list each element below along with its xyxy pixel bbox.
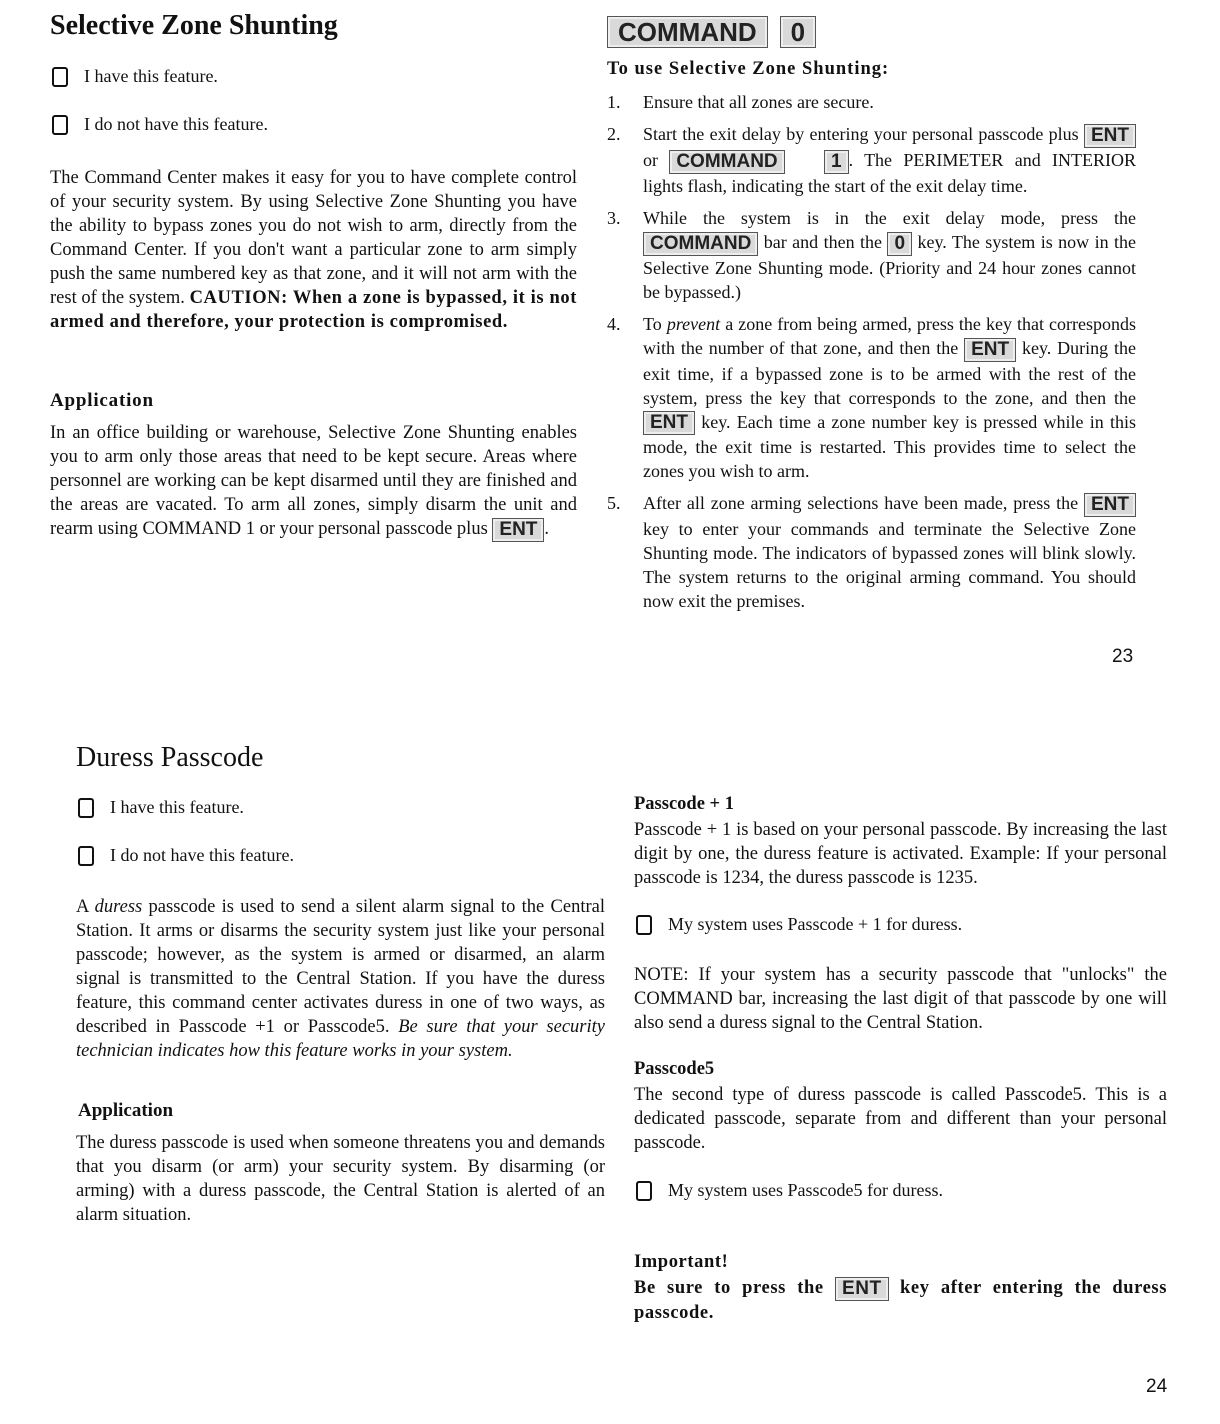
list-item [607, 90, 1136, 114]
one-key: 1 [824, 150, 849, 174]
important-text [634, 1276, 1167, 1325]
checkbox-label: I do not have this feature. [110, 845, 294, 865]
application-tail: . [544, 519, 550, 539]
important-a: Be sure to press the [634, 1278, 824, 1298]
ent-key: ENT [1084, 493, 1136, 517]
intro-italic: Be sure that your security technician indicates how this feature works in your system. [76, 1017, 605, 1061]
command-key: COMMAND [607, 16, 768, 48]
application-heading: Application [78, 1100, 174, 1121]
selective-zone-shunting-title: Selective Zone Shunting [50, 10, 338, 41]
application-body: In an office building or warehouse, Selective Zone Shunting enables you to arm only those areas that need to be kept secure. Areas where personnel are working can be kept disarmed until they are finished and the areas are vacated. To arm all zones, simply disarm the unit and rearm using COMMAND 1 or your personal passcode plus [50, 423, 577, 539]
page-number-24: 24 [1146, 1376, 1168, 1397]
not-have-feature-checkbox-row[interactable] [78, 845, 294, 866]
passcode-plus-one-heading: Passcode + 1 [634, 794, 734, 814]
checkbox-label: I have this feature. [84, 66, 218, 86]
zero-key: 0 [887, 232, 912, 256]
list-item [607, 206, 1136, 304]
step-text [643, 122, 1136, 198]
passcode5-checkbox-row[interactable] [636, 1180, 943, 1201]
instructions-heading: To use Selective Zone Shunting: [607, 59, 890, 79]
ent-key: ENT [964, 338, 1016, 362]
step5-part-a: After all zone arming selections have been made, press the [643, 493, 1079, 514]
checkbox[interactable] [52, 67, 68, 87]
intro-b: passcode is used to send a silent alarm signal to the Central Station. It arms or disarms the security system just like your personal passcode; however, as the system is armed or disarmed, an alarm signal is transmitted to the Central Station. If you have the duress feature, this command center activates duress in one of two ways, as described in Passcode +1 or Passcode5. [76, 897, 605, 1037]
step4-part-c: key. During the exit time, if a bypassed zone is to be armed with the rest of the system, press the key that corresponds to the zone, and then the [643, 337, 1136, 408]
application-heading: Application [50, 390, 154, 411]
step-text [643, 206, 1136, 304]
checkbox-label: I have this feature. [110, 797, 244, 817]
checkbox[interactable] [78, 798, 94, 818]
checkbox[interactable] [636, 915, 652, 935]
step-number: 2. [607, 124, 621, 144]
command-key: COMMAND [669, 150, 784, 174]
step2-part-a: Start the exit delay by entering your personal passcode plus [643, 124, 1079, 144]
duress-passcode-title: Duress Passcode [76, 742, 264, 773]
checkbox[interactable] [78, 846, 94, 866]
intro-text: The Command Center makes it easy for you to have complete control of your security system. By using Selective Zone Shunting you have the ability to bypass zones you do not wish to arm, directly from the Command Center. If you don't want a particular zone to arm simply push the same numbered key as that zone, and it will not arm with the rest of the system. [50, 168, 577, 308]
step-text: Ensure that all zones are secure. [643, 92, 874, 112]
zone-shunting-intro [50, 166, 577, 334]
step3-part-b: bar and then the [763, 231, 883, 252]
important-heading: Important! [634, 1252, 729, 1272]
step4-part-d: key. Each time a zone number key is pressed while in this mode, the exit time is restarted. This provides time to select the zones you wish to arm. [643, 411, 1136, 482]
step3-part-c: key. The system is now in the Selective Zone Shunting mode. (Priority and 24 hour zones cannot be bypassed.) [643, 231, 1137, 302]
checkbox[interactable] [52, 115, 68, 135]
passcode5-heading: Passcode5 [634, 1059, 715, 1079]
list-item [607, 122, 1136, 198]
have-feature-checkbox-row[interactable] [78, 797, 244, 818]
step-text [643, 491, 1136, 613]
step2-or: or [643, 149, 658, 170]
page-number-23: 23 [1112, 646, 1134, 667]
application-text: The duress passcode is used when someone threatens you and demands that you disarm (or arm) your security system. By disarming (or arming) with a duress passcode, the Central Station is alerted of an alarm situation. [76, 1133, 605, 1225]
intro-duress: duress [94, 897, 143, 917]
checkbox[interactable] [636, 1181, 652, 1201]
step-number: 5. [607, 493, 621, 514]
have-feature-checkbox-row[interactable] [52, 66, 218, 87]
note-label: NOTE: [634, 965, 689, 985]
step-number: 1. [607, 92, 621, 112]
ent-key: ENT [835, 1277, 889, 1301]
step4-part-b: a zone from being armed, press the key that corresponds with the number of that zone, and then the [643, 313, 1137, 358]
step4-part-a: To [643, 313, 662, 334]
step-number: 4. [607, 313, 621, 334]
list-item [607, 312, 1136, 484]
checkbox-label: I do not have this feature. [84, 114, 268, 134]
duress-intro [76, 895, 605, 1063]
ent-key: ENT [1084, 124, 1136, 148]
ent-key: ENT [643, 411, 695, 435]
command-zero-keys [607, 16, 816, 48]
step-text [643, 312, 1136, 484]
step-number: 3. [607, 207, 621, 228]
passcode-plus-one-text: Passcode + 1 is based on your personal passcode. By increasing the last digit by one, the duress feature is activated. Example: If your personal passcode is 1234, the duress passcode is 1235. [634, 820, 1167, 888]
ent-key: ENT [492, 518, 544, 542]
step3-part-a: While the system is in the exit delay mode, press the [643, 207, 1136, 228]
note-paragraph [634, 963, 1167, 1035]
application-text [50, 421, 577, 542]
important-b: key after entering the duress passcode. [634, 1278, 1168, 1323]
caution-text: CAUTION: When a zone is bypassed, it is not armed and therefore, your protection is compromised. [50, 288, 577, 332]
step5-part-b: key to enter your commands and terminate the Selective Zone Shunting mode. The indicators of bypassed zones will blink slowly. The system returns to the original arming command. You should now exit the premises. [643, 519, 1136, 612]
zero-key: 0 [780, 16, 816, 48]
passcode-plus-one-checkbox-row[interactable] [636, 914, 962, 935]
checkbox-label: My system uses Passcode + 1 for duress. [668, 914, 963, 934]
list-item [607, 491, 1136, 613]
instructions-list [607, 90, 1136, 613]
passcode5-text: The second type of duress passcode is called Passcode5. This is a dedicated passcode, separate from and different than your personal passcode. [634, 1085, 1167, 1153]
note-text: If your system has a security passcode that "unlocks" the COMMAND bar, increasing the last digit of that passcode by one will also send a duress signal to the Central Station. [634, 965, 1167, 1033]
command-key: COMMAND [643, 232, 758, 256]
checkbox-label: My system uses Passcode5 for duress. [668, 1180, 943, 1200]
step4-prevent: prevent [666, 313, 721, 334]
not-have-feature-checkbox-row[interactable] [52, 114, 268, 135]
step2-part-b: . The PERIMETER and INTERIOR lights flash, indicating the start of the exit delay time. [643, 149, 1137, 196]
intro-a: A [76, 897, 89, 917]
